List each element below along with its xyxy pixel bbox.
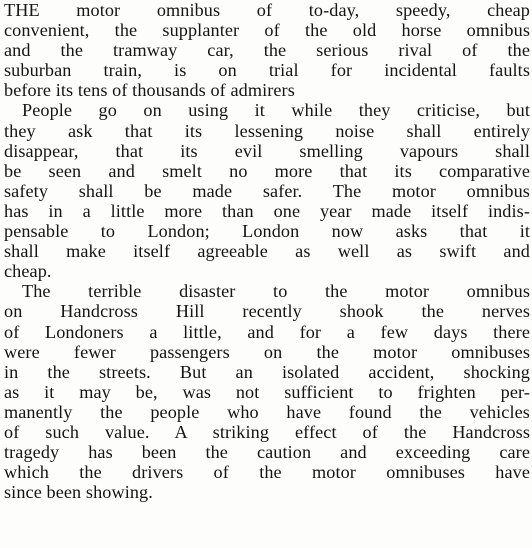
text-line: cheap. bbox=[4, 261, 52, 282]
text-line: shall make itself agreeable as well as swift and bbox=[4, 241, 530, 262]
text-line: in the streets. But an isolated accident, shocking bbox=[4, 361, 530, 382]
paragraph-2 bbox=[4, 100, 530, 281]
text-line: of such value. A striking effect of the Handcross bbox=[4, 421, 530, 442]
text-line: The terrible disaster to the motor omnibus bbox=[22, 281, 530, 302]
text-line: disappear, that its evil smelling vapours shall bbox=[4, 140, 530, 161]
article-text-column bbox=[4, 0, 530, 502]
text-line: on Handcross Hill recently shook the nerves bbox=[4, 301, 530, 322]
text-line: suburban train, is on trial for incidental faults bbox=[4, 60, 530, 81]
text-line: tragedy has been the caution and exceeding care bbox=[4, 442, 530, 463]
text-line: convenient, the supplanter of the old horse omnibus bbox=[4, 20, 530, 41]
text-line: pensable to London; London now asks that it bbox=[4, 221, 530, 242]
text-line: were fewer passengers on the motor omnibuses bbox=[4, 341, 530, 362]
text-line: of Londoners a little, and for a few days there bbox=[4, 321, 530, 342]
text-line: which the drivers of the motor omnibuses have bbox=[4, 462, 530, 483]
paragraph-3 bbox=[4, 281, 530, 502]
text-line: before its tens of thousands of admirers bbox=[4, 80, 295, 101]
text-line: they ask that its lessening noise shall entirely bbox=[4, 120, 530, 141]
text-line: manently the people who have found the vehicles bbox=[4, 401, 530, 422]
text-line: and the tramway car, the serious rival of the bbox=[4, 40, 530, 61]
text-line: as it may be, was not sufficient to frighten per- bbox=[4, 381, 530, 402]
text-line: has in a little more than one year made itself indis- bbox=[4, 200, 530, 221]
text-line: THE motor omnibus of to-day, speedy, cheap bbox=[4, 0, 530, 20]
text-line: People go on using it while they criticise, but bbox=[22, 100, 530, 121]
paragraph-1 bbox=[4, 0, 530, 100]
text-line: be seen and smelt no more that its comparative bbox=[4, 160, 530, 181]
text-line: since been showing. bbox=[4, 482, 153, 503]
text-line: safety shall be made safer. The motor omnibus bbox=[4, 180, 530, 201]
